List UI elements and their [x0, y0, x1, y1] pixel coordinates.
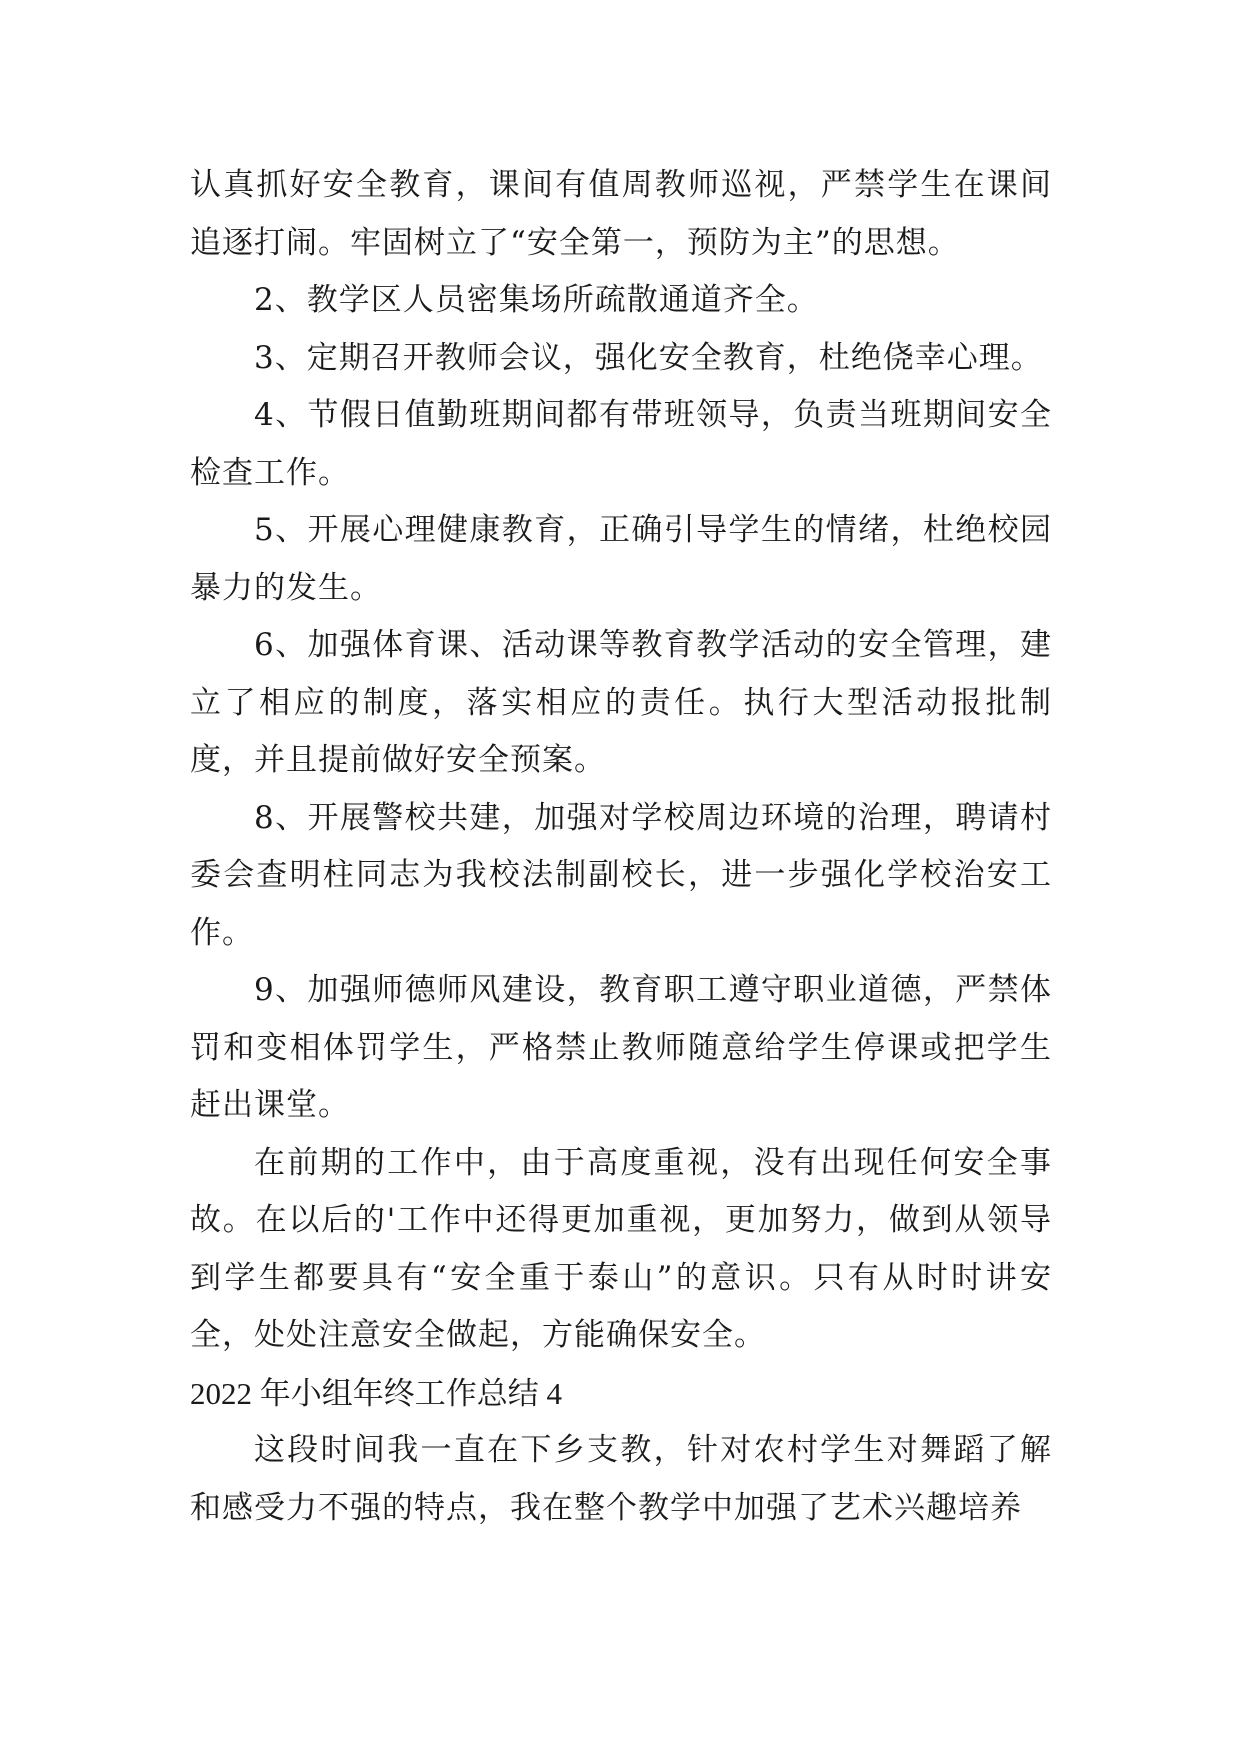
paragraph-item-4: 4、节假日值勤班期间都有带班领导，负责当班期间安全检查工作。 — [190, 397, 1052, 491]
paragraph-item-5: 5、开展心理健康教育，正确引导学生的情绪，杜绝校园暴力的发生。 — [190, 512, 1052, 606]
paragraph-conclusion: 在前期的工作中，由于高度重视，没有出现任何安全事故。在以后的'工作中还得更加重视，更加努力，做到从领导到学生都要具有“安全重于泰山”的意识。只有从时时讲安全，处处注意安全做起，方能确保安全。 — [190, 1144, 1052, 1353]
paragraph-safety-education: 认真抓好安全教育，课间有值周教师巡视，严禁学生在课间追逐打闹。牢固树立了“安全第一，预防为主”的思想。 — [190, 167, 1052, 261]
paragraph-item-2: 2、教学区人员密集场所疏散通道齐全。 — [254, 282, 819, 318]
paragraph-item-3: 3、定期召开教师会议，强化安全教育，杜绝侥幸心理。 — [254, 339, 1043, 376]
section-title: 2022 年小组年终工作总结 4 — [190, 1375, 562, 1411]
paragraph-teaching-intro: 这段时间我一直在下乡支教，针对农村学生对舞蹈了解和感受力不强的特点，我在整个教学中加强了艺术兴趣培养 — [190, 1432, 1052, 1526]
paragraph-item-9: 9、加强师德师风建设，教育职工遵守职业道德，严禁体罚和变相体罚学生，严格禁止教师随意给学生停课或把学生赶出课堂。 — [190, 972, 1052, 1123]
paragraph-item-6: 6、加强体育课、活动课等教育教学活动的安全管理，建立了相应的制度，落实相应的责任。执行大型活动报批制度，并且提前做好安全预案。 — [190, 627, 1052, 778]
document-body — [190, 157, 1052, 1537]
paragraph-item-8: 8、开展警校共建，加强对学校周边环境的治理，聘请村委会查明柱同志为我校法制副校长，进一步强化学校治安工作。 — [190, 799, 1052, 951]
